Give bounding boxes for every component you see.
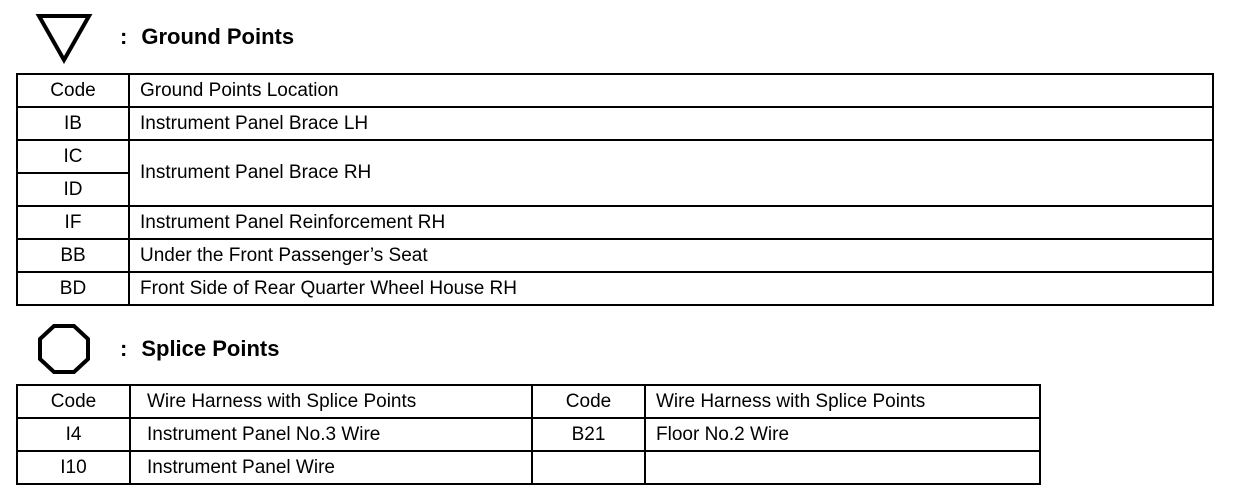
code-cell: ID bbox=[17, 173, 129, 206]
location-cell: Instrument Panel Reinforcement RH bbox=[129, 206, 1213, 239]
table-header-row bbox=[17, 74, 1213, 107]
ground-colon: : bbox=[120, 24, 128, 49]
ground-points-heading bbox=[34, 10, 294, 64]
harness-header: Wire Harness with Splice Points bbox=[130, 385, 532, 418]
code-cell bbox=[532, 451, 645, 484]
table-header-row bbox=[17, 385, 1040, 418]
location-cell: Under the Front Passenger’s Seat bbox=[129, 239, 1213, 272]
location-cell: Instrument Panel Brace RH bbox=[129, 140, 1213, 206]
code-header: Code bbox=[532, 385, 645, 418]
code-cell: IF bbox=[17, 206, 129, 239]
ground-points-title: Ground Points bbox=[141, 24, 295, 49]
splice-points-table bbox=[16, 384, 1041, 485]
triangle-down-icon bbox=[34, 10, 94, 64]
table-row bbox=[17, 239, 1213, 272]
table-row bbox=[17, 107, 1213, 140]
harness-cell: Instrument Panel No.3 Wire bbox=[130, 418, 532, 451]
harness-cell bbox=[645, 451, 1040, 484]
table-row bbox=[17, 272, 1213, 305]
location-header: Ground Points Location bbox=[129, 74, 1213, 107]
splice-colon: : bbox=[120, 336, 128, 361]
splice-points-heading bbox=[34, 322, 279, 376]
code-cell: I10 bbox=[17, 451, 130, 484]
code-cell: IB bbox=[17, 107, 129, 140]
code-cell: B21 bbox=[532, 418, 645, 451]
location-cell: Instrument Panel Brace LH bbox=[129, 107, 1213, 140]
table-row bbox=[17, 451, 1040, 484]
code-cell: BD bbox=[17, 272, 129, 305]
splice-points-title: Splice Points bbox=[141, 336, 280, 361]
harness-header: Wire Harness with Splice Points bbox=[645, 385, 1040, 418]
code-header: Code bbox=[17, 385, 130, 418]
table-row bbox=[17, 140, 1213, 173]
code-header: Code bbox=[17, 74, 129, 107]
harness-cell: Floor No.2 Wire bbox=[645, 418, 1040, 451]
table-row bbox=[17, 418, 1040, 451]
harness-cell: Instrument Panel Wire bbox=[130, 451, 532, 484]
ground-points-table bbox=[16, 73, 1214, 306]
code-cell: IC bbox=[17, 140, 129, 173]
code-cell: BB bbox=[17, 239, 129, 272]
location-cell: Front Side of Rear Quarter Wheel House RH bbox=[129, 272, 1213, 305]
table-row bbox=[17, 206, 1213, 239]
code-cell: I4 bbox=[17, 418, 130, 451]
octagon-icon bbox=[34, 322, 94, 376]
